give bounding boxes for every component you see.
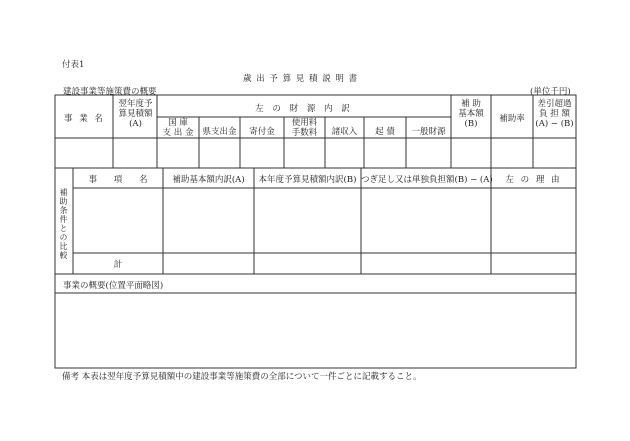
project-name-header: 事 業 名 xyxy=(64,114,105,124)
reason-header: 左 の 理 由 xyxy=(505,175,562,185)
prefecture-header: 県支出金 xyxy=(202,127,237,137)
appendix-label: 付表1 xyxy=(62,60,85,70)
subsidy-rate-header: 補助率 xyxy=(499,114,525,124)
footnote: 備考 本表は翌年度予算見積額中の建設事業等施策費の全部について一件ごとに記載すること。 xyxy=(62,372,422,382)
total-label: 計 xyxy=(113,260,123,270)
subsidy-base-breakdown-header: 補助基本額内訳(A) xyxy=(172,175,245,185)
bonds-header: 起 債 xyxy=(375,127,395,137)
comparison-side-label: 補助条件との比較 xyxy=(59,188,68,260)
overview-label: 事業の概要(位置平面略図) xyxy=(63,281,164,291)
national-treasury-header: 国 庫 支 出 金 xyxy=(162,118,194,138)
document-subtitle: 建設事業等施策費の概要 xyxy=(63,87,157,97)
excess-burden-header: 差引超過 負 担 額 (A) − (B) xyxy=(535,99,574,129)
usage-fee-header: 使用料 手数料 xyxy=(291,118,318,138)
unit-label: (単位千円) xyxy=(530,87,571,97)
donation-header: 寄付金 xyxy=(249,127,275,137)
next-year-breakdown-header: 本年度予算見積額内訳(B) xyxy=(258,175,357,185)
subsidy-base-header: 補 助 基本額 (B) xyxy=(458,99,484,129)
item-name-header: 事 項 名 xyxy=(88,175,148,185)
funding-breakdown-header: 左 の 財 源 内 訳 xyxy=(255,104,353,114)
general-funds-header: 一般財源 xyxy=(411,127,446,137)
top-up-header: つぎ足し又は単独負担額(B) − (A) xyxy=(361,175,493,185)
document-title: 歳 出 予 算 見 積 説 明 書 xyxy=(243,74,359,84)
budget-estimate-header: 翌年度予 算見積額 (A) xyxy=(118,99,153,129)
other-income-header: 諸収入 xyxy=(331,127,358,137)
